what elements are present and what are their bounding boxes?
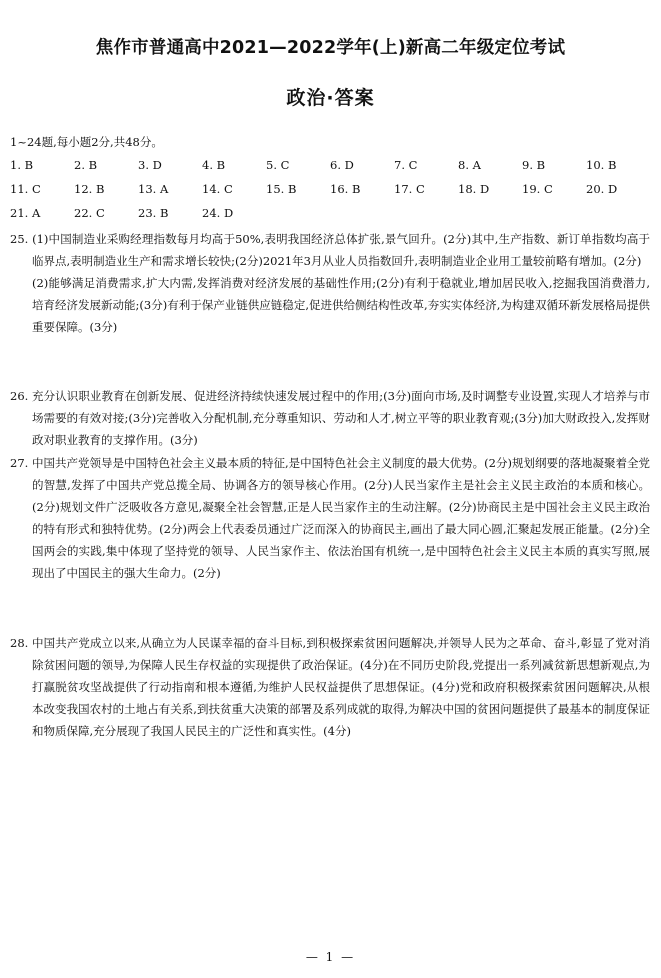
answer-item: 3. D xyxy=(138,158,162,172)
answer-item: 20. D xyxy=(586,182,618,196)
answer-item: 4. B xyxy=(202,158,226,172)
page-subtitle: 政治·答案 xyxy=(286,87,375,109)
question-26-text: 26. 充分认识职业教育在创新发展、促进经济持续快速发展过程中的作用;(3分)面向市场,及时调整专业设置,实现人才培养与市场需要的有效对接;(3分)完善收入分配机制,充分尊重知识、劳动和人才,树立平等的职业教育观;(3分)加大财政投入,发挥财政对职业教育的支撑作用。(3分) xyxy=(10,389,650,447)
answer-item: 2. B xyxy=(74,158,98,172)
answer-item: 22. C xyxy=(74,206,105,220)
question-25 xyxy=(10,228,650,338)
answer-item: 24. D xyxy=(202,206,234,220)
answer-item: 11. C xyxy=(10,182,41,196)
answer-item: 21. A xyxy=(10,206,41,220)
answer-row xyxy=(10,206,650,230)
answer-item: 9. B xyxy=(522,158,546,172)
section-intro: 1~24题,每小题2分,共48分。 xyxy=(10,135,163,149)
answer-row xyxy=(10,158,650,182)
question-26 xyxy=(10,385,650,451)
answer-item: 18. D xyxy=(458,182,490,196)
answer-item: 13. A xyxy=(138,182,169,196)
answer-item: 6. D xyxy=(330,158,354,172)
answer-row xyxy=(10,182,650,206)
page-number: — 1 — xyxy=(305,950,356,964)
answer-item: 23. B xyxy=(138,206,169,220)
answer-grid xyxy=(10,158,650,230)
question-27-text: 27. 中国共产党领导是中国特色社会主义最本质的特征,是中国特色社会主义制度的最大优势。(2分)规划纲要的落地凝聚着全党的智慧,发挥了中国共产党总揽全局、协调各方的领导核心作用。(2分)人民当家作主是社会主义民主政治的本质和核心。(2分)规划文件广泛吸收各方意见,凝聚全社会智慧,正是人民当家作主的生动注解。(2分)协商民主是中国社会主义民主政治的特有形式和独特优势。(2分)两会上代表委员通过广泛而深入的协商民主,画出了最大同心圆,汇聚起发展正能量。(2分)全国两会的实践,集中体现了坚持党的领导、人民当家作主、依法治国有机统一,是中国特色社会主义民主本质的真实写照,展现出了中国民主的强大生命力。(2分) xyxy=(10,456,650,580)
answer-item: 17. C xyxy=(394,182,425,196)
answer-item: 5. C xyxy=(266,158,290,172)
answer-item: 12. B xyxy=(74,182,105,196)
answer-item: 16. B xyxy=(330,182,361,196)
answer-item: 19. C xyxy=(522,182,553,196)
answer-item: 15. B xyxy=(266,182,297,196)
answer-item: 1. B xyxy=(10,158,34,172)
question-27 xyxy=(10,452,650,584)
answer-item: 10. B xyxy=(586,158,617,172)
question-25-part-2: (2)能够满足消费需求,扩大内需,发挥消费对经济发展的基础性作用;(2分)有利于稳就业,增加居民收入,挖掘我国消费潜力,培育经济发展新动能;(3分)有利于保产业链供应链稳定,促进供给侧结构性改革,夯实实体经济,为构建双循环新发展格局提供重要保障。(3分) xyxy=(32,276,650,334)
question-25-part-1: 25. (1)中国制造业采购经理指数每月均高于50%,表明我国经济总体扩张,景气回升。(2分)其中,生产指数、新订单指数均高于临界点,表明制造业生产和需求增长较快;(2分)2021年3月从业人员指数回升,表明制造业企业用工量较前略有增加。(2分) xyxy=(10,232,650,268)
answer-item: 14. C xyxy=(202,182,233,196)
question-28 xyxy=(10,632,650,742)
answer-item: 8. A xyxy=(458,158,481,172)
page-title: 焦作市普通高中2021—2022学年(上)新高二年级定位考试 xyxy=(95,38,566,58)
question-28-text: 28. 中国共产党成立以来,从确立为人民谋幸福的奋斗目标,到积极探索贫困问题解决,并领导人民为之革命、奋斗,彰显了党对消除贫困问题的领导,为保障人民生存权益的实现提供了政治保证。(4分)在不同历史阶段,党提出一系列减贫新思想新观点,为打赢脱贫攻坚战提供了行动指南和根本遵循,为维护人民权益提供了思想保证。(4分)党和政府积极探索贫困问题解决,从根本改变我国农村的土地占有关系,到扶贫重大决策的部署及系列成就的取得,为解决中国的贫困问题提供了最基本的制度保证和物质保障,充分展现了我国人民民主的广泛性和真实性。(4分) xyxy=(10,636,650,738)
answer-item: 7. C xyxy=(394,158,418,172)
